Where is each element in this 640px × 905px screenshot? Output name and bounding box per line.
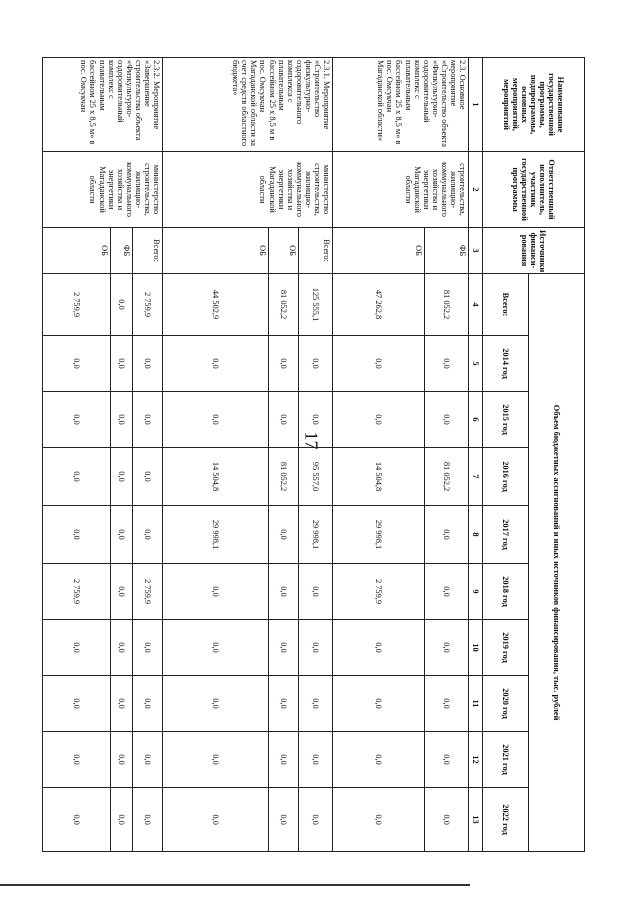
- year-value: 0,0: [269, 732, 299, 788]
- year-value: 0,0: [43, 506, 111, 564]
- table-row: [425, 58, 469, 852]
- header-year: 2015 год: [483, 392, 529, 448]
- funding-source: ОБ: [333, 228, 425, 274]
- column-index: 9: [469, 564, 483, 620]
- total-value: 81 052,2: [269, 274, 299, 336]
- year-value: 0,0: [43, 620, 111, 676]
- year-value: 0,0: [299, 620, 333, 676]
- year-value: 0,0: [43, 732, 111, 788]
- header-year: 2021 год: [483, 732, 529, 788]
- year-value: 2 759,9: [333, 564, 425, 620]
- year-value: 0,0: [269, 564, 299, 620]
- year-value: 0,0: [133, 448, 163, 506]
- year-value: 0,0: [425, 788, 469, 852]
- funding-source: ОБ: [269, 228, 299, 274]
- year-value: 0,0: [111, 448, 133, 506]
- year-value: 0,0: [43, 448, 111, 506]
- year-value: 0,0: [133, 336, 163, 392]
- year-value: 0,0: [425, 564, 469, 620]
- column-index: 1: [469, 58, 483, 152]
- bottom-rule: [0, 884, 470, 886]
- year-value: 0,0: [163, 336, 269, 392]
- table-row: [133, 58, 163, 852]
- year-value: 0,0: [299, 336, 333, 392]
- column-index: 11: [469, 676, 483, 732]
- year-value: 0,0: [163, 732, 269, 788]
- year-value: 14 504,8: [333, 448, 425, 506]
- year-value: 0,0: [163, 788, 269, 852]
- year-value: 0,0: [133, 620, 163, 676]
- funding-source: Всего:: [133, 228, 163, 274]
- total-value: 44 502,9: [163, 274, 269, 336]
- column-index: 5: [469, 336, 483, 392]
- year-value: 0,0: [425, 506, 469, 564]
- year-value: 0,0: [133, 392, 163, 448]
- year-value: 0,0: [133, 506, 163, 564]
- year-value: 0,0: [425, 336, 469, 392]
- year-value: 0,0: [43, 676, 111, 732]
- header-year: 2022 год: [483, 788, 529, 852]
- header-total: Всего:: [483, 274, 529, 336]
- year-value: 0,0: [269, 336, 299, 392]
- year-value: 0,0: [333, 392, 425, 448]
- year-value: 0,0: [43, 788, 111, 852]
- year-value: 95 557,0: [299, 448, 333, 506]
- year-value: 0,0: [333, 788, 425, 852]
- year-value: 29 998,1: [163, 506, 269, 564]
- year-value: 2 759,9: [133, 564, 163, 620]
- year-value: 0,0: [333, 732, 425, 788]
- header-name: Наименование государственной программы, подпрограммы, основных мероприятий, мероприятий: [483, 58, 585, 152]
- year-value: 0,0: [299, 732, 333, 788]
- table-row: [299, 58, 333, 852]
- funding-table: [42, 57, 585, 852]
- year-value: 0,0: [333, 336, 425, 392]
- year-value: 0,0: [163, 392, 269, 448]
- header-source: Источники финанси-рования: [483, 228, 585, 274]
- year-value: 0,0: [133, 732, 163, 788]
- header-executor: Ответственный исполнитель, участник государственной программы: [483, 152, 585, 228]
- activity-name: 2.3.2. Мероприятие «Завершение строительства объекта «Физкультурно-оздоровительный комплекс с плавательным бассейном 25 х 8,5 м» в пос. Омсукчан: [43, 58, 163, 152]
- activity-name: 2.3.1. Мероприятие «Строительство физкультурно-оздоровительного комплекса с плавательным бассейном 25 х 8,5 м в пос. Омсукчан Магаданской области за счет средств областного бюджета»: [163, 58, 333, 152]
- year-value: 2 759,9: [43, 564, 111, 620]
- year-value: 0,0: [333, 620, 425, 676]
- year-value: 0,0: [299, 392, 333, 448]
- column-index: 13: [469, 788, 483, 852]
- total-value: 125 555,1: [299, 274, 333, 336]
- year-value: 0,0: [111, 732, 133, 788]
- year-value: 0,0: [163, 620, 269, 676]
- year-value: 0,0: [333, 676, 425, 732]
- header-year: 2016 год: [483, 448, 529, 506]
- funding-source: ФБ: [111, 228, 133, 274]
- rotated-table-frame: [60, 57, 585, 847]
- year-value: 0,0: [111, 564, 133, 620]
- year-value: 0,0: [43, 392, 111, 448]
- total-value: 2 759,9: [133, 274, 163, 336]
- year-value: 0,0: [269, 788, 299, 852]
- activity-name: 2.3. Основное мероприятие «Строительство объекта «Физкультурно-оздоровительный комплекс с плавательным бассейном 25 х 8,5 м» в пос. Омсукчан Магаданской области»: [333, 58, 469, 152]
- year-value: 29 998,1: [333, 506, 425, 564]
- total-value: 81 052,2: [425, 274, 469, 336]
- year-value: 0,0: [133, 676, 163, 732]
- year-value: 0,0: [111, 392, 133, 448]
- executor: министерство строительства, жилищно-коммунального хозяйства и энергетики Магаданской области: [43, 152, 163, 228]
- column-index: 10: [469, 620, 483, 676]
- year-value: 81 052,2: [425, 448, 469, 506]
- executor: строительства, жилищно-коммунального хозяйства и энергетики Магаданской области: [333, 152, 469, 228]
- funding-source: ОБ: [43, 228, 111, 274]
- year-value: 0,0: [269, 506, 299, 564]
- year-value: 29 998,1: [299, 506, 333, 564]
- total-value: 0,0: [111, 274, 133, 336]
- year-value: 0,0: [425, 620, 469, 676]
- column-index: 8: [469, 506, 483, 564]
- total-value: 47 262,8: [333, 274, 425, 336]
- header-volume: Объем бюджетных ассигнований и иных источников финансирования, тыс. рублей: [529, 274, 585, 852]
- year-value: 0,0: [43, 336, 111, 392]
- column-index: 4: [469, 274, 483, 336]
- year-value: 0,0: [163, 564, 269, 620]
- year-value: 14 504,8: [163, 448, 269, 506]
- year-value: 0,0: [425, 732, 469, 788]
- executor: министерство строительства, жилищно-коммунального хозяйства и энергетики Магаданской области: [163, 152, 333, 228]
- header-year: 2014 год: [483, 336, 529, 392]
- page-number: 17: [301, 431, 322, 450]
- year-value: 0,0: [269, 676, 299, 732]
- year-value: 0,0: [425, 392, 469, 448]
- year-value: 0,0: [111, 788, 133, 852]
- year-value: 0,0: [111, 620, 133, 676]
- year-value: 0,0: [111, 676, 133, 732]
- year-value: 81 052,2: [269, 448, 299, 506]
- year-value: 0,0: [269, 620, 299, 676]
- header-year: 2018 год: [483, 564, 529, 620]
- column-index: 7: [469, 448, 483, 506]
- year-value: 0,0: [299, 564, 333, 620]
- year-value: 0,0: [111, 506, 133, 564]
- year-value: 0,0: [299, 788, 333, 852]
- year-value: 0,0: [425, 676, 469, 732]
- column-index: 6: [469, 392, 483, 448]
- header-year: 2019 год: [483, 620, 529, 676]
- year-value: 0,0: [163, 676, 269, 732]
- column-index: 12: [469, 732, 483, 788]
- header-year: 2017 год: [483, 506, 529, 564]
- column-index: 2: [469, 152, 483, 228]
- year-value: 0,0: [269, 392, 299, 448]
- header-year: 2020 год: [483, 676, 529, 732]
- funding-source: Всего:: [299, 228, 333, 274]
- column-index: 3: [469, 228, 483, 274]
- total-value: 2 759,9: [43, 274, 111, 336]
- year-value: 0,0: [133, 788, 163, 852]
- funding-source: ФБ: [425, 228, 469, 274]
- funding-source: ОБ: [163, 228, 269, 274]
- year-value: 0,0: [111, 336, 133, 392]
- year-value: 0,0: [299, 676, 333, 732]
